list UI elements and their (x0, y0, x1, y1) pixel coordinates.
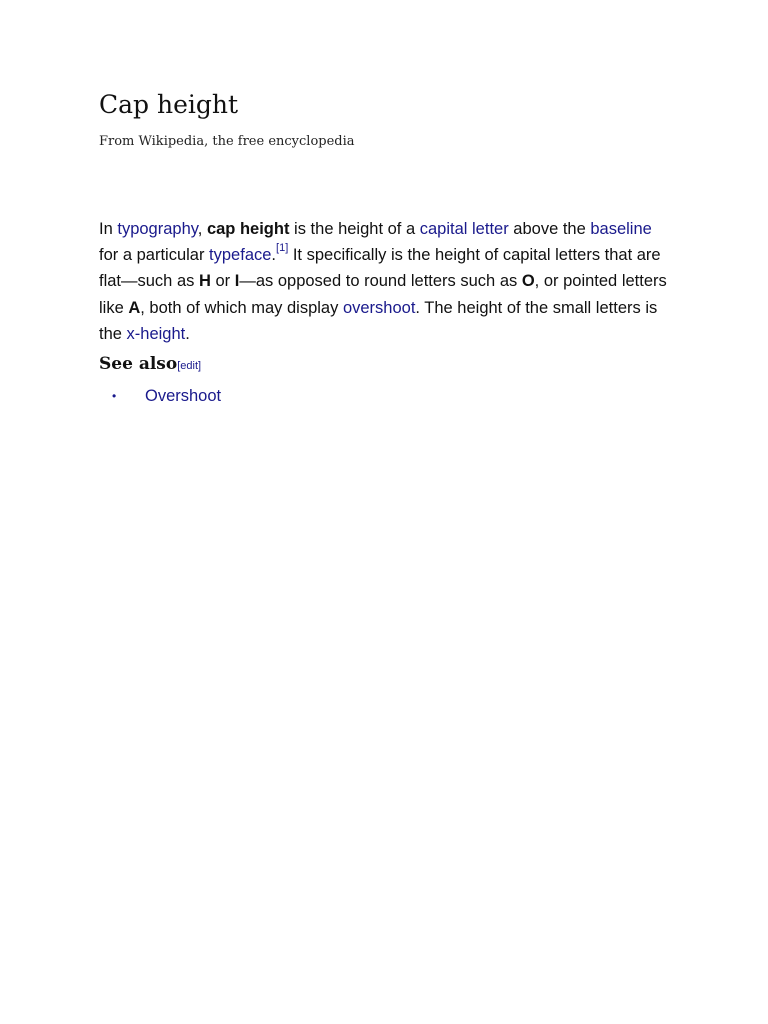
list-item (99, 384, 674, 408)
text-run: It specifically is the height of capital letters that are flat—such as (99, 246, 661, 291)
bullet-icon: • (112, 389, 117, 403)
text-run: , (197, 220, 207, 238)
intro-paragraph (99, 216, 674, 347)
text-run: is the height of a (289, 220, 420, 238)
text-run: , or pointed letters like (99, 272, 667, 317)
link-capital-letter[interactable]: capital letter (419, 220, 509, 238)
link-baseline[interactable]: baseline (590, 220, 652, 238)
see-also-section (99, 352, 674, 408)
citation-link[interactable]: [1] (276, 241, 289, 254)
bold-letter-o: O (521, 272, 535, 291)
text-run: or (210, 272, 235, 291)
text-run: above the (508, 220, 591, 238)
bold-cap-height: cap height (206, 220, 290, 238)
text-run: . (185, 324, 190, 343)
text-run: In (99, 220, 118, 238)
link-typography[interactable]: typography (117, 220, 198, 238)
text-run: for a particular (99, 246, 210, 265)
bold-letter-i: I (234, 272, 240, 291)
page-title: Cap height (99, 90, 239, 119)
see-also-link-overshoot[interactable]: Overshoot (145, 387, 222, 405)
link-typeface[interactable]: typeface (209, 246, 272, 265)
text-run: —as opposed to round letters such as (239, 272, 522, 291)
bold-letter-h: H (198, 272, 211, 291)
link-overshoot[interactable]: overshoot (342, 298, 416, 317)
see-also-heading: See also (99, 354, 178, 374)
page-subtitle: From Wikipedia, the free encyclopedia (99, 134, 355, 149)
bold-letter-a: A (128, 298, 141, 317)
article-page (99, 88, 679, 405)
link-x-height[interactable]: x-height (126, 324, 186, 343)
text-run: , both of which may display (140, 298, 343, 317)
text-run: . (271, 246, 277, 265)
edit-section-link[interactable]: [edit] (177, 360, 202, 372)
see-also-list (99, 384, 674, 408)
text-run: . The height of the small letters is the (99, 298, 658, 343)
